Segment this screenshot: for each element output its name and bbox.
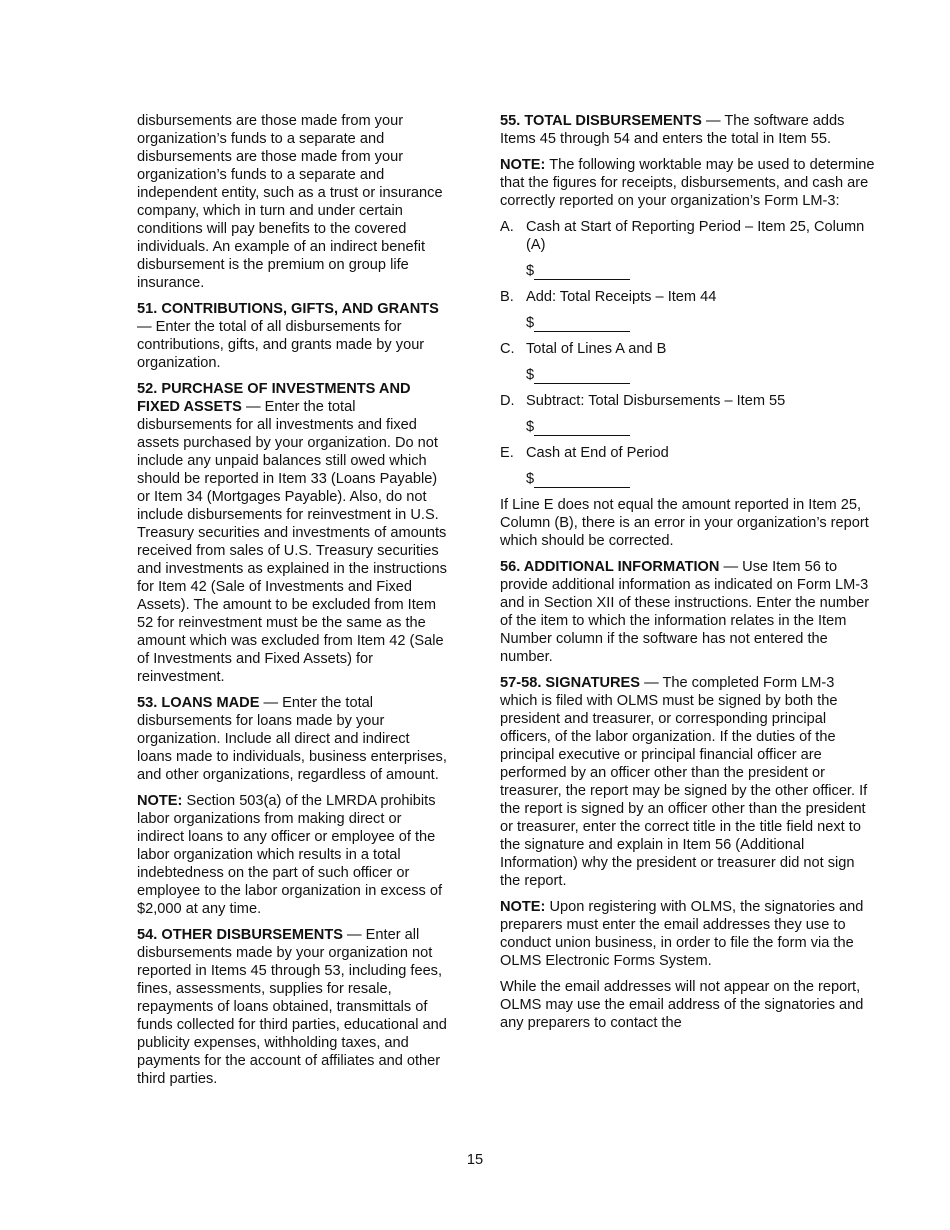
section-53 bbox=[137, 694, 447, 784]
section-57-58-heading: 57-58. SIGNATURES bbox=[500, 675, 641, 691]
section-51 bbox=[137, 300, 447, 372]
left-column bbox=[137, 112, 447, 1096]
section-56 bbox=[500, 558, 875, 666]
amount-blank bbox=[526, 366, 875, 384]
worktable-text: Subtract: Total Disbursements – Item 55 bbox=[526, 393, 786, 409]
note-worktable bbox=[500, 156, 875, 210]
note-worktable-heading: NOTE: bbox=[500, 157, 546, 173]
dollar-sign: $ bbox=[526, 315, 535, 331]
section-51-heading: 51. CONTRIBUTIONS, GIFTS, AND GRANTS bbox=[137, 301, 439, 317]
worktable-letter: E. bbox=[500, 445, 514, 461]
note-loans bbox=[137, 792, 447, 918]
section-56-heading: 56. ADDITIONAL INFORMATION bbox=[500, 559, 720, 575]
worktable-letter: D. bbox=[500, 393, 515, 409]
section-53-body: — Enter the total disbursements for loans made by your organization. Include all direct and indirect loans made to individuals, business enterprises, and other organizations, regardless of amount. bbox=[137, 695, 447, 783]
blank-line bbox=[534, 470, 630, 488]
amount-blank bbox=[526, 262, 875, 280]
dollar-sign: $ bbox=[526, 419, 535, 435]
worktable-letter: B. bbox=[500, 289, 514, 305]
note-email-body: Upon registering with OLMS, the signatories and preparers must enter the email addresses they use to conduct union business, in order to file the form via the OLMS Electronic Forms System. bbox=[500, 899, 864, 969]
section-53-heading: 53. LOANS MADE bbox=[137, 695, 260, 711]
intro-paragraph: disbursements are those made from your organization’s funds to a separate and disbursements are those made from your organization’s funds to a separate and independent entity, such as a trust or insurance company, which in turn and under certain conditions will pay benefits to the covered individuals. An example of an indirect benefit disbursement is the premium on group life insurance. bbox=[137, 113, 443, 291]
section-52-heading: 52. PURCHASE OF INVESTMENTS AND FIXED ASSETS bbox=[137, 381, 411, 415]
blank-line bbox=[534, 418, 630, 436]
section-51-body: — Enter the total of all disbursements for contributions, gifts, and grants made by your organization. bbox=[137, 319, 425, 371]
note-worktable-body: The following worktable may be used to determine that the figures for receipts, disbursements, and cash are correctly reported on your organization’s Form LM-3: bbox=[500, 157, 875, 209]
blank-line bbox=[534, 314, 630, 332]
amount-blank bbox=[526, 470, 875, 488]
note-loans-body: Section 503(a) of the LMRDA prohibits labor organizations from making direct or indirect loans to any officer or employee of the labor organization which results in a total indebtedness on the part of such officer or employee to the labor organization in excess of $2,000 at any time. bbox=[137, 793, 443, 917]
blank-line bbox=[534, 262, 630, 280]
worktable-text: Total of Lines A and B bbox=[526, 341, 667, 357]
worktable-item-c bbox=[500, 340, 875, 358]
section-54-body: — Enter all disbursements made by your organization not reported in Items 45 through 53, including fees, fines, assessments, supplies for resale, repayments of loans obtained, transmittals of funds collected for third parties, educational and publicity expenses, withholding taxes, and payments for the account of affiliates and other third parties. bbox=[137, 927, 447, 1087]
section-52-body: — Enter the total disbursements for all investments and fixed assets purchased by your organization. Do not include any unpaid balances still owed which should be reported in Item 33 (Loans Payable) or Item 34 (Mortgages Payable). Also, do not include disbursements for reinvestment in U.S. Treasury securities and investments of amounts received from sales of U.S. Treasury securities and investments as explained in the instructions for Item 42 (Sale of Investments and Fixed Assets). The amount to be excluded from Item 52 for reinvestment must be the same as the amount which was excluded from Item 42 (Sale of Investments and Fixed Assets) for reinvestment. bbox=[137, 399, 447, 685]
section-55-heading: 55. TOTAL DISBURSEMENTS bbox=[500, 113, 702, 129]
note-loans-heading: NOTE: bbox=[137, 793, 183, 809]
worktable-item-e bbox=[500, 444, 875, 462]
line-e-paragraph: If Line E does not equal the amount reported in Item 25, Column (B), there is an error in your organization’s report which should be corrected. bbox=[500, 497, 869, 549]
page-number: 15 bbox=[466, 1152, 484, 1168]
worktable-letter: C. bbox=[500, 341, 515, 357]
worktable-letter: A. bbox=[500, 219, 514, 235]
section-55-body: — The software adds Items 45 through 54 and enters the total in Item 55. bbox=[500, 113, 845, 147]
worktable-text: Cash at End of Period bbox=[526, 445, 669, 461]
amount-blank bbox=[526, 314, 875, 332]
blank-line bbox=[534, 366, 630, 384]
worktable-item-d bbox=[500, 392, 875, 410]
section-57-58-body: — The completed Form LM-3 which is filed with OLMS must be signed by both the president and treasurer, or corresponding principal officers, of the labor organization. If the duties of the principal executive or principal financial officer are performed by an officer other than the president or treasurer, the report may be signed by the other officer. If the report is signed by an officer other than the president or treasurer, enter the correct title in the title field next to the signature and explain in Item 56 (Additional Information) why the president or treasurer did not sign the report. bbox=[500, 675, 868, 889]
dollar-sign: $ bbox=[526, 471, 535, 487]
right-column bbox=[500, 112, 875, 1040]
section-54 bbox=[137, 926, 447, 1088]
note-email bbox=[500, 898, 875, 970]
dollar-sign: $ bbox=[526, 367, 535, 383]
section-52 bbox=[137, 380, 447, 686]
amount-blank bbox=[526, 418, 875, 436]
email-paragraph: While the email addresses will not appear on the report, OLMS may use the email address of the signatories and any preparers to contact the bbox=[500, 979, 864, 1031]
section-55 bbox=[500, 112, 875, 148]
section-54-heading: 54. OTHER DISBURSEMENTS bbox=[137, 927, 343, 943]
section-56-body: — Use Item 56 to provide additional information as indicated on Form LM-3 and in Section XII of these instructions. Enter the number of the item to which the information relates in the Item Number column if the software has not entered the number. bbox=[500, 559, 870, 665]
worktable bbox=[500, 218, 875, 488]
dollar-sign: $ bbox=[526, 263, 535, 279]
worktable-item-b bbox=[500, 288, 875, 306]
worktable-text: Add: Total Receipts – Item 44 bbox=[526, 289, 717, 305]
worktable-text: Cash at Start of Reporting Period – Item 25, Column (A) bbox=[526, 219, 865, 253]
section-57-58 bbox=[500, 674, 875, 890]
note-email-heading: NOTE: bbox=[500, 899, 546, 915]
worktable-item-a bbox=[500, 218, 875, 254]
